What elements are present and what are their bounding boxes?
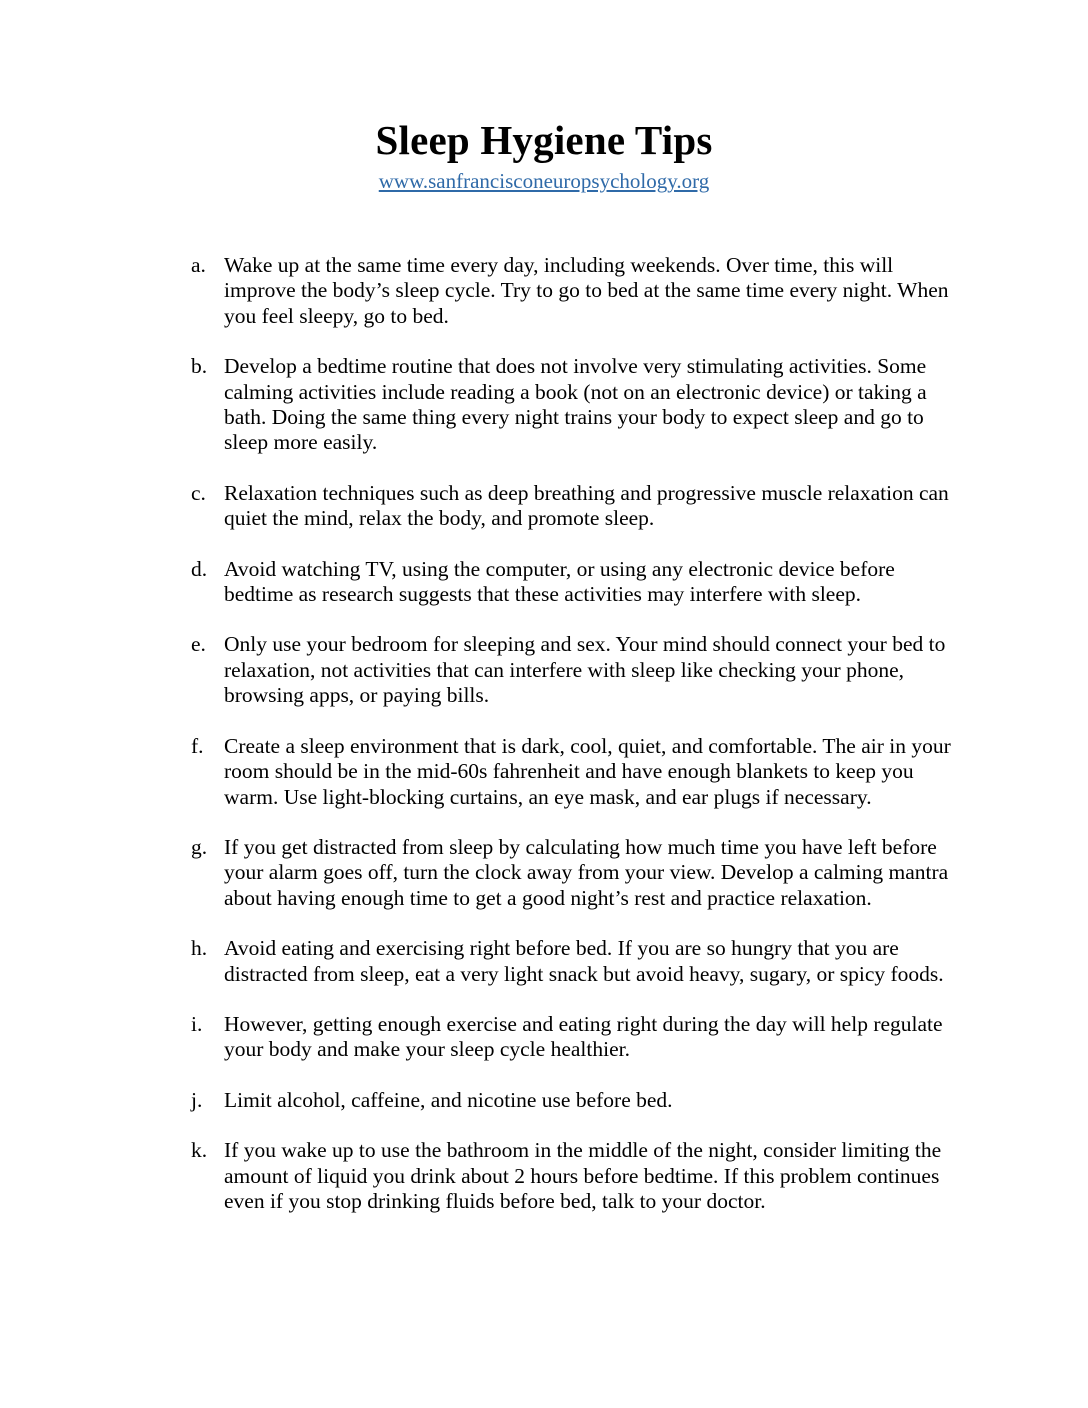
website-line [0, 169, 1088, 194]
list-item [191, 1012, 959, 1063]
list-item-marker: f. [191, 733, 204, 758]
list-item-text: Relaxation techniques such as deep breathing and progressive muscle relaxation can quiet the mind, relax the body, and promote sleep. [224, 480, 949, 531]
list-item-text: Limit alcohol, caffeine, and nicotine use before bed. [224, 1087, 673, 1112]
list-item [191, 481, 959, 532]
list-item [191, 936, 959, 987]
list-item-text: Develop a bedtime routine that does not involve very stimulating activities. Some calming activities include reading a book (not on an electronic device) or taking a bath. Doing the same thing every night trains your body to expect sleep and go to sleep more easily. [224, 354, 927, 455]
list-item [191, 253, 959, 329]
list-item-text: Avoid watching TV, using the computer, or using any electronic device before bedtime as research suggests that these activities may interfere with sleep. [224, 556, 895, 607]
list-item [191, 835, 959, 911]
list-item [191, 1138, 959, 1214]
list-item-marker: a. [191, 253, 206, 277]
sleep-hygiene-tips-list [191, 253, 959, 1214]
document-header [0, 0, 1088, 194]
list-item [191, 734, 959, 810]
list-item [191, 632, 959, 708]
list-item-marker: d. [191, 556, 208, 581]
list-item-marker: b. [191, 354, 208, 379]
list-item-marker: g. [191, 834, 208, 859]
list-item-marker: i. [191, 1011, 203, 1036]
website-link[interactable]: www.sanfrancisconeuropsychology.org [378, 169, 710, 194]
list-item-marker: k. [191, 1138, 208, 1163]
list-item-marker: e. [191, 632, 206, 657]
list-item-text: Create a sleep environment that is dark, cool, quiet, and comfortable. The air in your room should be in the mid-60s fahrenheit and have enough blankets to keep you warm. Use light-blocking curtains, an eye mask, and ear plugs if necessary. [224, 733, 951, 809]
list-item-text: Avoid eating and exercising right before bed. If you are so hungry that you are distracted from sleep, eat a very light snack but avoid heavy, sugary, or spicy foods. [224, 936, 944, 986]
list-item [191, 354, 959, 456]
list-item-text: Wake up at the same time every day, including weekends. Over time, this will improve the body’s sleep cycle. Try to go to bed at the same time every night. When you feel sleepy, go to bed. [224, 253, 949, 328]
list-item-text: If you get distracted from sleep by calculating how much time you have left before your alarm goes off, turn the clock away from your view. Develop a calming mantra about having enough time to get a good night’s rest and practice relaxation. [224, 834, 949, 910]
list-item-marker: h. [191, 936, 208, 961]
list-item-marker: j. [191, 1087, 203, 1112]
list-item-text: However, getting enough exercise and eating right during the day will help regulate your body and make your sleep cycle healthier. [224, 1011, 943, 1062]
list-item-text: If you wake up to use the bathroom in the middle of the night, consider limiting the amount of liquid you drink about 2 hours before bedtime. If this problem continues even if you stop drinking fluids before bed, talk to your doctor. [224, 1138, 942, 1213]
list-item-marker: c. [191, 480, 206, 505]
list-item [191, 557, 959, 608]
list-item-text: Only use your bedroom for sleeping and sex. Your mind should connect your bed to relaxation, not activities that can interfere with sleep like checking your phone, browsing apps, or paying bills. [224, 632, 946, 708]
list-item [191, 1088, 959, 1113]
page-title: Sleep Hygiene Tips [375, 117, 713, 163]
